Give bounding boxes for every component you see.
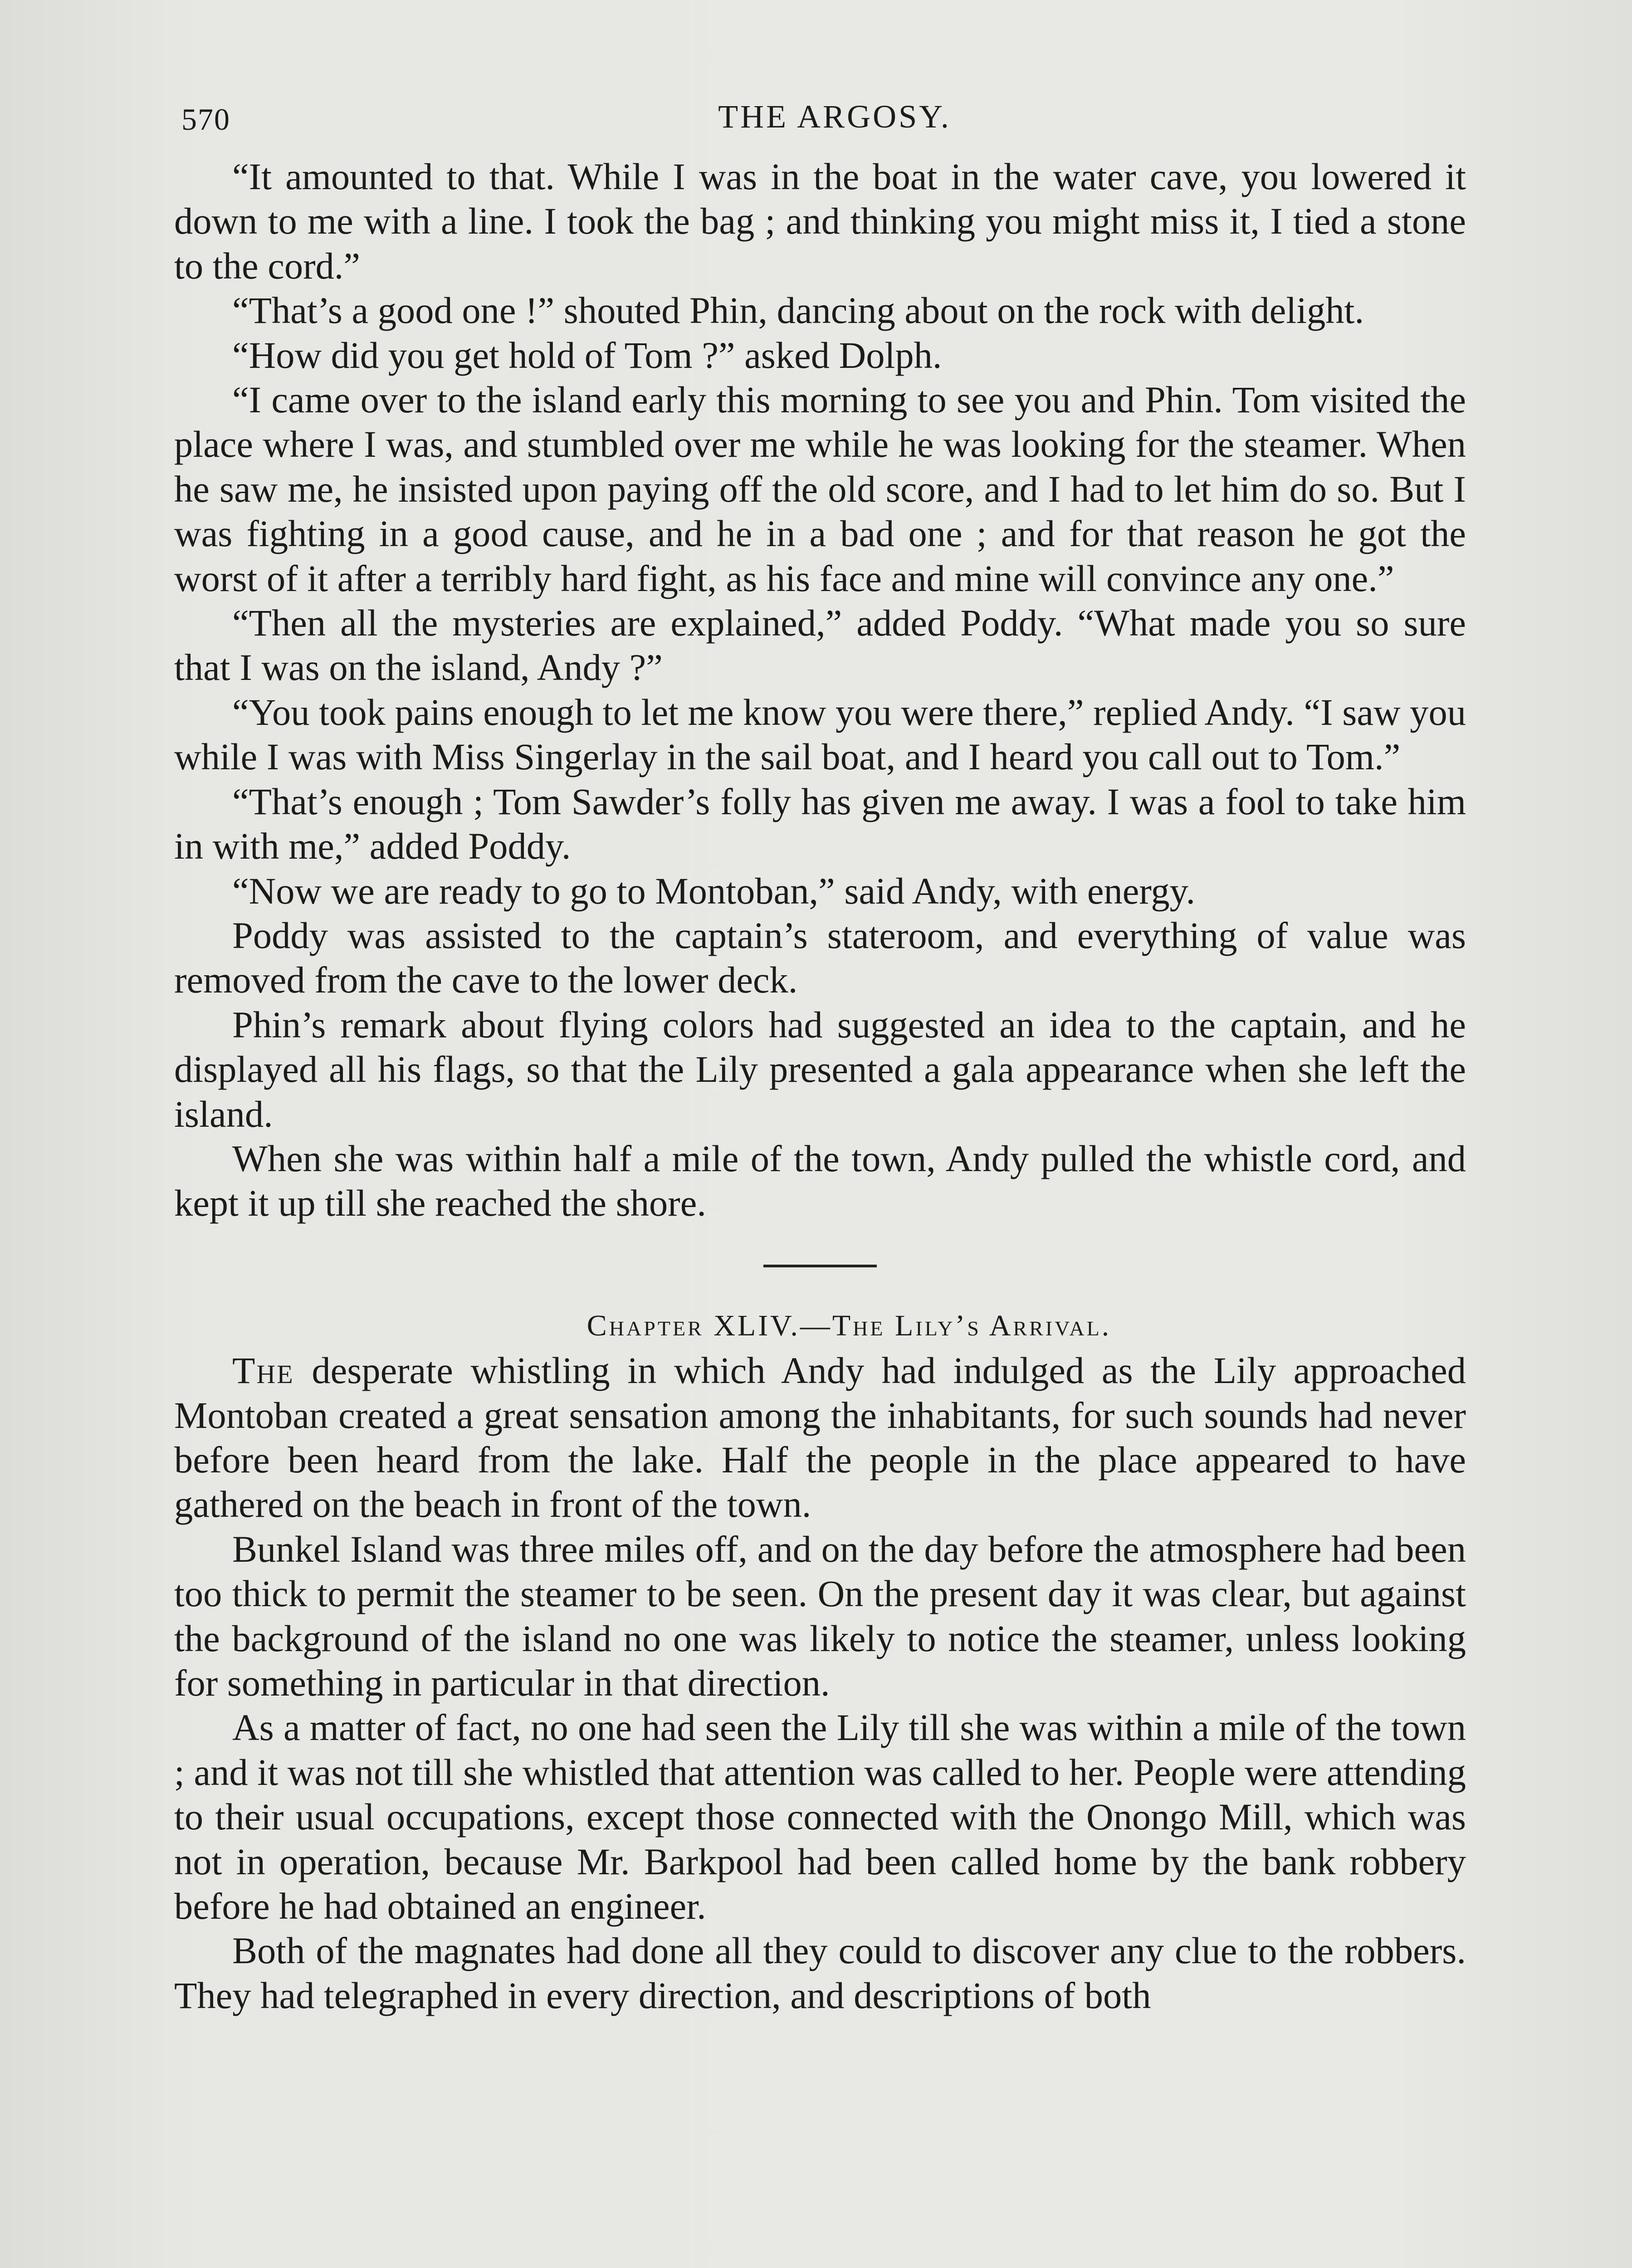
paragraph: Bunkel Island was three miles off, and on the day before the atmosphere had been too thick to permit the steamer to be seen. On the present day it was clear, but against the background of the island no one was likely to notice the steamer, unless looking for something in particular in that direction.: [174, 1528, 1466, 1704]
paragraph: “Now we are ready to go to Montoban,” said Andy, with energy.: [232, 870, 1196, 912]
paragraph: As a matter of fact, no one had seen the Lily till she was within a mile of the town ; and it was not till she whistled that attention was called to her. People were attending to their usual occupations, except those connected with the Onongo Mill, which was not in operation, because Mr. Barkpool had been called home by the bank robbery before he had obtained an engineer.: [174, 1706, 1466, 1927]
paragraph: “How did you get hold of Tom ?” asked Dolph.: [232, 334, 942, 376]
chapter-first-paragraph: [174, 1348, 1466, 1527]
section-divider: [763, 1265, 877, 1267]
paragraph: “Then all the mysteries are explained,” added Poddy. “What made you so sure that I was on the island, Andy ?”: [174, 602, 1466, 689]
chapter-heading: Chapter XLIV.—The Lily’s Arrival.: [586, 1309, 1112, 1342]
running-header: [181, 91, 1488, 141]
paragraph: “That’s enough ; Tom Sawder’s folly has given me away. I was a fool to take him in with me,” added Poddy.: [174, 780, 1466, 867]
running-title: THE ARGOSY.: [718, 98, 951, 135]
paragraph: “It amounted to that. While I was in the boat in the water cave, you lowered it down to me with a line. I took the bag ; and thinking you might miss it, I tied a stone to the cord.”: [174, 156, 1466, 287]
text-column: [174, 154, 1466, 2018]
paragraph: “I came over to the island early this morning to see you and Phin. Tom visited the place where I was, and stumbled over me while he was looking for the steamer. When he saw me, he insisted upon paying off the old score, and I had to let him do so. But I was fighting in a good cause, and he in a bad one ; and for that reason he got the worst of it after a terribly hard fight, as his face and mine will convince any one.”: [174, 379, 1466, 599]
chapter-lead-word: The: [232, 1349, 294, 1392]
chapter-first-paragraph-text: desperate whistling in which Andy had indulged as the Lily approached Montoban created a great sensation among the inhabitants, for such sounds had never before been heard from the lake. Half the people in the place appeared to have gathered on the beach in front of the town.: [174, 1349, 1466, 1525]
paragraph: When she was within half a mile of the town, Andy pulled the whistle cord, and kept it up till she reached the shore.: [174, 1137, 1466, 1224]
paragraph: Poddy was assisted to the captain’s stateroom, and everything of value was removed from the cave to the lower deck.: [174, 914, 1466, 1001]
paragraph: “That’s a good one !” shouted Phin, dancing about on the rock with delight.: [232, 289, 1364, 332]
paragraph: Phin’s remark about flying colors had suggested an idea to the captain, and he displayed all his flags, so that the Lily presented a gala appearance when she left the island.: [174, 1003, 1466, 1135]
page-number: 570: [181, 102, 230, 137]
paragraph: Both of the magnates had done all they could to discover any clue to the robbers. They had telegraphed in every direction, and descriptions of both: [174, 1930, 1466, 2016]
paragraph: “You took pains enough to let me know you were there,” replied Andy. “I saw you while I was with Miss Singerlay in the sail boat, and I heard you call out to Tom.”: [174, 691, 1466, 778]
